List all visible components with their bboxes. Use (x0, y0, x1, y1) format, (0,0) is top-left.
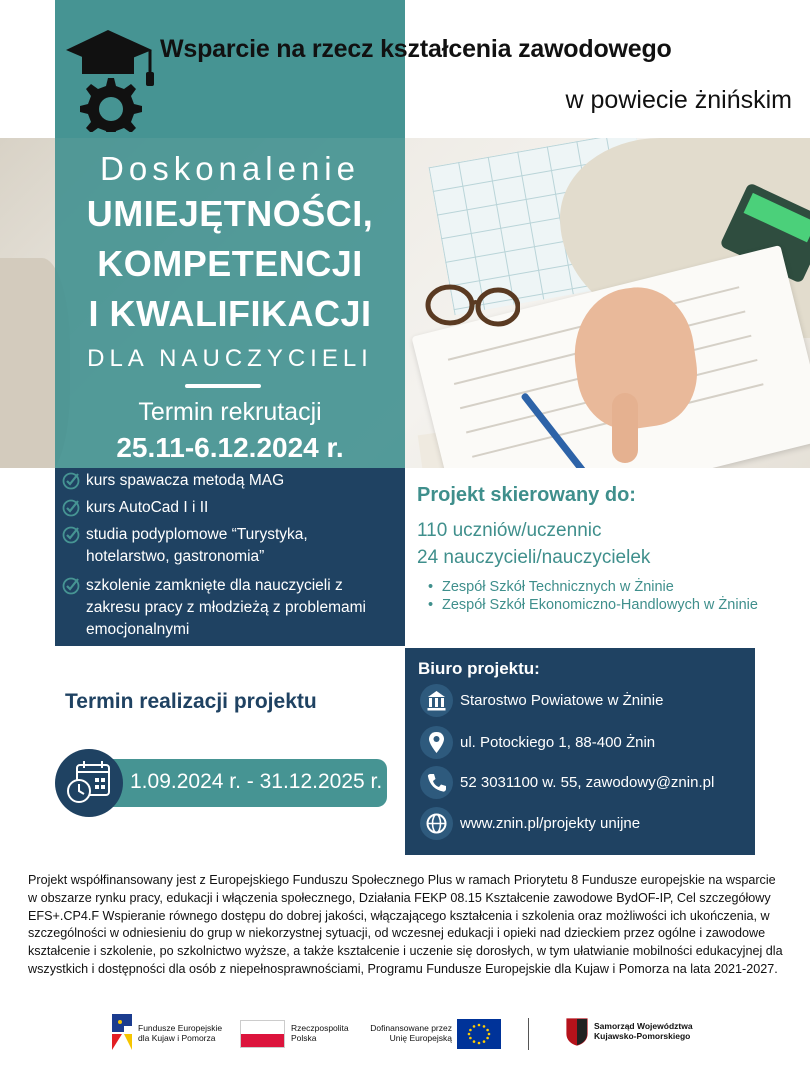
headline-line-4: I KWALIFIKACJI (88, 293, 372, 334)
logo-rp-text (291, 1023, 349, 1043)
realization-title: Termin realizacji projektu (65, 690, 317, 713)
recruitment-dates: 25.11-6.12.2024 r. (116, 432, 344, 463)
building-icon (420, 684, 453, 717)
polish-flag-icon (240, 1020, 285, 1048)
target-teachers: 24 nauczycieli/nauczycielek (417, 547, 651, 568)
logo-eu-line1: Dofinansowane przez (370, 1023, 452, 1033)
phone-icon (420, 766, 453, 799)
bullet-icon: • (428, 597, 434, 613)
course-label: kurs AutoCad I i II (86, 499, 209, 516)
office-website[interactable]: www.znin.pl/projekty unijne (460, 815, 641, 832)
page-subtitle: w powiecie żnińskim (565, 86, 792, 114)
check-circle-icon (62, 472, 80, 490)
logo-fe-line2: dla Kujaw i Pomorza (138, 1033, 216, 1043)
eu-flag-icon (457, 1019, 501, 1049)
target-students: 110 uczniów/uczennic (417, 520, 602, 541)
school-name: Zespół Szkół Ekonomiczno-Handlowych w Żninie (442, 597, 758, 613)
logo-eu-text (368, 1023, 452, 1043)
logo-separator (528, 1018, 529, 1050)
headline-divider (185, 384, 261, 388)
calendar-clock-icon (55, 749, 123, 817)
photo-finger (612, 393, 638, 463)
logo-sw-text (594, 1021, 693, 1041)
office-contact: 52 3031100 w. 55, zawodowy@znin.pl (460, 774, 715, 791)
office-place: Starostwo Powiatowe w Żninie (460, 692, 664, 709)
course-label: szkolenie zamknięte dla nauczycieli z zakresu pracy z młodzieżą z problemami emocjonalnymi (86, 577, 366, 638)
logo-fe-text (138, 1023, 222, 1043)
logo-sw-line1: Samorząd Województwa (594, 1021, 693, 1031)
fundusze-europejskie-logo-icon (110, 1012, 134, 1052)
logo-rp-line2: Polska (291, 1033, 317, 1043)
course-label: studia podyplomowe “Turystyka, hotelarstwo, gastronomia” (86, 526, 308, 565)
course-label: kurs spawacza metodą MAG (86, 472, 285, 489)
kujawsko-pomorskie-crest-icon (566, 1018, 588, 1046)
headline-line-1: Doskonalenie (100, 150, 360, 187)
office-address: ul. Potockiego 1, 88-400 Żnin (460, 734, 656, 751)
logo-fe-line1: Fundusze Europejskie (138, 1023, 223, 1033)
target-title: Projekt skierowany do: (417, 484, 636, 506)
office-title: Biuro projektu: (418, 659, 540, 678)
realization-dates: 1.09.2024 r. - 31.12.2025 r. (130, 770, 383, 793)
logo-sw-line2: Kujawsko-Pomorskiego (594, 1031, 691, 1041)
location-pin-icon (420, 726, 453, 759)
glasses-icon (420, 273, 520, 333)
headline-line-5: DLA NAUCZYCIELI (87, 345, 373, 372)
headline-line-3: KOMPETENCJI (97, 243, 363, 284)
graduation-gear-icon (62, 22, 157, 132)
check-circle-icon (62, 577, 80, 595)
globe-icon (420, 807, 453, 840)
headline-line-2: UMIEJĘTNOŚCI, (86, 193, 374, 234)
funding-statement: Projekt współfinansowany jest z Europejskiego Funduszu Społecznego Plus w ramach Priorytetu 8 Fundusze europejskie na wsparcie w obszarze rynku pracy, edukacji i włączenia społecznego, Działania FEKP 08.15 Kształcenie zawodowe BydOF-IP, Cel szczegółowy EFS+.CP4.F Wspieranie równego dostępu do dobrej jakości, włączającego kształcenia i szkolenia oraz możliwości ich ukończenia, w szczególności w odniesieniu do grup w niekorzystnej sytuacji, od wczesnej edukacji i opieki nad dzieckiem przez ogólne i zawodowe kształcenie i szkolenie, po szkolnictwo wyższe, a także kształcenie i uczenie się dorosłych, w tym ułatwianie mobilności edukacyjnej dla wszystkich i dostępności dla osób z niepełnosprawnościami, Programu Fundusze Europejskie dla Kujaw i Pomorza na lata 2021-2027. (28, 873, 783, 976)
recruitment-label: Termin rekrutacji (138, 398, 322, 426)
page-title: Wsparcie na rzecz kształcenia zawodowego (160, 35, 672, 63)
check-circle-icon (62, 526, 80, 544)
bullet-icon: • (428, 579, 434, 595)
check-circle-icon (62, 499, 80, 517)
calendar-badge (55, 749, 123, 817)
logo-rp-line1: Rzeczpospolita (291, 1023, 349, 1033)
school-name: Zespół Szkół Technicznych w Żninie (442, 579, 674, 595)
logo-eu-line2: Unię Europejską (389, 1033, 452, 1043)
